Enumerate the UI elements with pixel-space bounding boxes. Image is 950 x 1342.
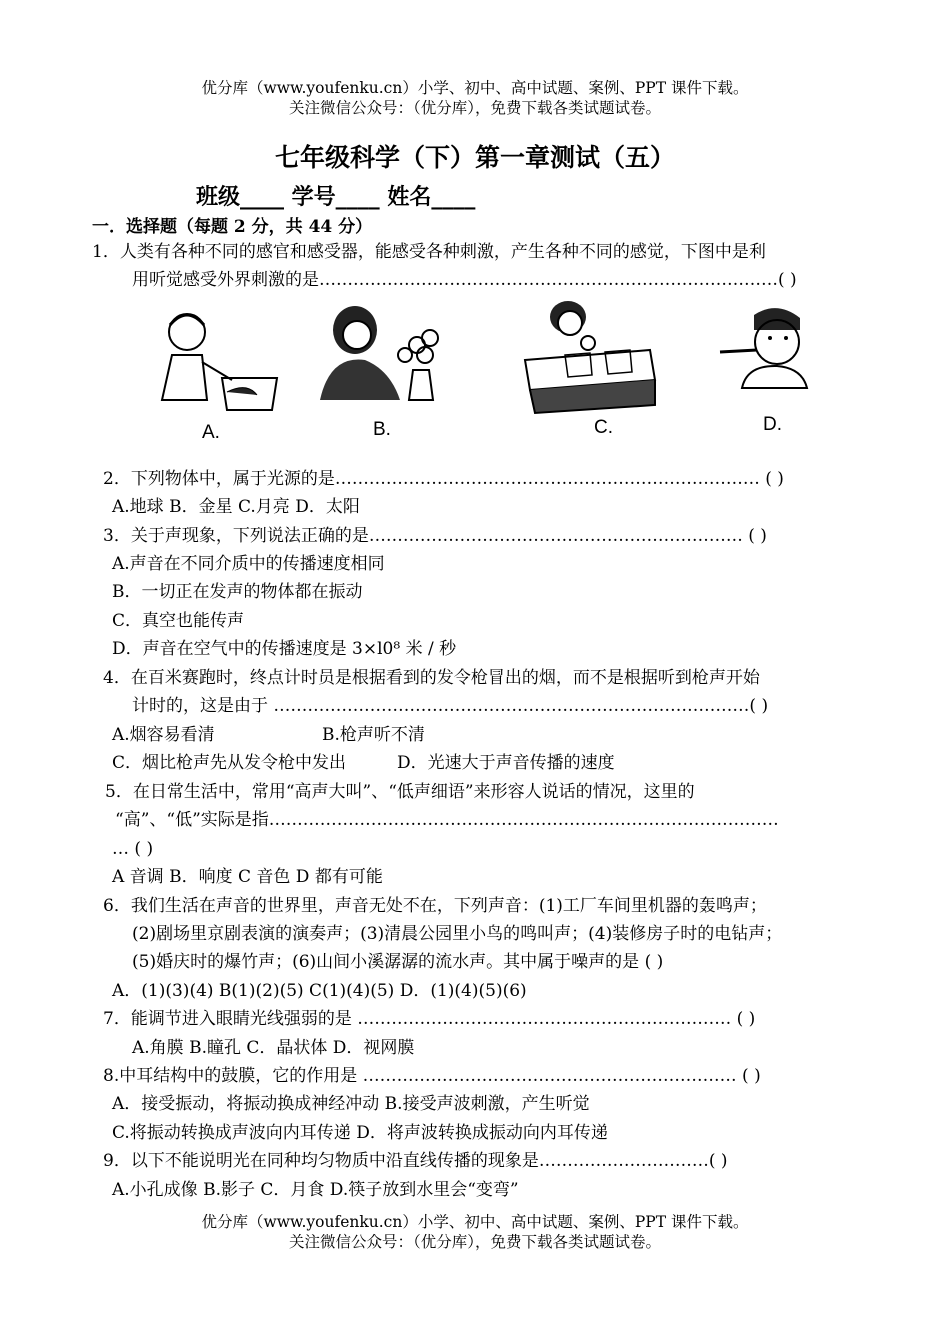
student-info: 班级____ 学号____ 姓名____ (196, 184, 476, 210)
q6-options: A．(1)(3)(4) B(1)(2)(5) C(1)(4)(5) D．(1)(4)(5)(6) (112, 981, 527, 1001)
q3-option-a: A.声音在不同介质中的传播速度相同 (112, 554, 385, 574)
q8-stem: 8.中耳结构中的鼓膜，它的作用是 ………………………………………………………… ( ) (103, 1066, 761, 1086)
q4-option-a: A.烟容易看清 (112, 725, 215, 745)
figure-label-d: D. (763, 414, 782, 435)
q4-option-c: C．烟比枪声先从发令枪中发出 (112, 753, 347, 773)
section-heading: 一．选择题（每题 2 分，共 44 分） (92, 217, 373, 237)
q6-line-2: (2)剧场里京剧表演的演奏声；(3)清晨公园里小鸟的鸣叫声；(4)装修房子时的电钻声； (132, 924, 783, 944)
header-line-1: 优分库（www.youfenku.cn）小学、初中、高中试题、案例、PPT 课件下载。 (201, 79, 749, 97)
q9-stem: 9．以下不能说明光在同种均匀物质中沿直线传播的现象是…………………………( ) (103, 1151, 728, 1171)
header-line-2: 关注微信公众号：（优分库），免费下载各类试题试卷。 (288, 99, 661, 117)
q7-stem: 7．能调节进入眼睛光线强弱的是 ………………………………………………………… ( ) (103, 1009, 756, 1029)
figure-label-b: B. (373, 419, 391, 440)
q1-line-2: 用听觉感受外界刺激的是………………………………………………………………………( ) (132, 270, 797, 290)
q5-line-2: “高”、“低”实际是指……………………………………………………………………………… (115, 810, 779, 830)
footer-line-2: 关注微信公众号：（优分库），免费下载各类试题试卷。 (288, 1233, 661, 1251)
q2-stem: 2．下列物体中，属于光源的是………………………………………………………………… ( ) (103, 469, 784, 489)
q3-option-c: C．真空也能传声 (112, 611, 245, 631)
figure-d-taste (712, 300, 812, 395)
q8-options-cd: C.将振动转换成声波向内耳传递 D．将声波转换成振动向内耳传递 (112, 1123, 608, 1143)
q2-options: A.地球 B．金星 C.月亮 D．太阳 (112, 497, 360, 517)
page-title: 七年级科学（下）第一章测试（五） (274, 143, 675, 172)
figure-c-sight (520, 295, 660, 415)
footer-line-1: 优分库（www.youfenku.cn）小学、初中、高中试题、案例、PPT 课件下载。 (201, 1213, 749, 1231)
q3-option-d: D．声音在空气中的传播速度是 3×l0⁸ 米 / 秒 (112, 639, 457, 659)
q5-line-1: 5．在日常生活中，常用“高声大叫”、“低声细语”来形容人说话的情况，这里的 (105, 782, 695, 802)
figure-label-c: C. (594, 417, 613, 438)
q3-option-b: B．一切正在发声的物体都在振动 (112, 582, 363, 602)
q9-options: A.小孔成像 B.影子 C．月食 D.筷子放到水里会“变弯” (112, 1180, 519, 1200)
q4-option-b: B.枪声听不清 (322, 725, 425, 745)
q5-line-3: … ( ) (112, 839, 154, 859)
q1-line-1: 1．人类有各种不同的感官和感受器，能感受各种刺激，产生各种不同的感觉，下图中是利 (92, 242, 766, 262)
figure-label-a: A. (202, 422, 220, 443)
q4-line-2: 计时的，这是由于 …………………………………………………………………………( ) (132, 696, 769, 716)
q4-line-1: 4．在百米赛跑时，终点计时员是根据看到的发令枪冒出的烟，而不是根据听到枪声开始 (103, 668, 760, 688)
q5-options: A 音调 B．响度 C 音色 D 都有可能 (112, 867, 383, 887)
q7-options: A.角膜 B.瞳孔 C．晶状体 D．视网膜 (132, 1038, 415, 1058)
q6-line-3: (5)婚庆时的爆竹声；(6)山间小溪潺潺的流水声。其中属于噪声的是 ( ) (132, 952, 664, 972)
q3-stem: 3．关于声现象，下列说法正确的是………………………………………………………… ( ) (103, 526, 767, 546)
figure-b-smell (305, 300, 460, 410)
figure-a-touch (132, 300, 282, 420)
q6-line-1: 6．我们生活在声音的世界里，声音无处不在，下列声音：(1)工厂车间里机器的轰鸣声； (103, 896, 767, 916)
q8-options-ab: A．接受振动，将振动换成神经冲动 B.接受声波刺激，产生听觉 (112, 1094, 590, 1114)
q4-option-d: D．光速大于声音传播的速度 (397, 753, 615, 773)
